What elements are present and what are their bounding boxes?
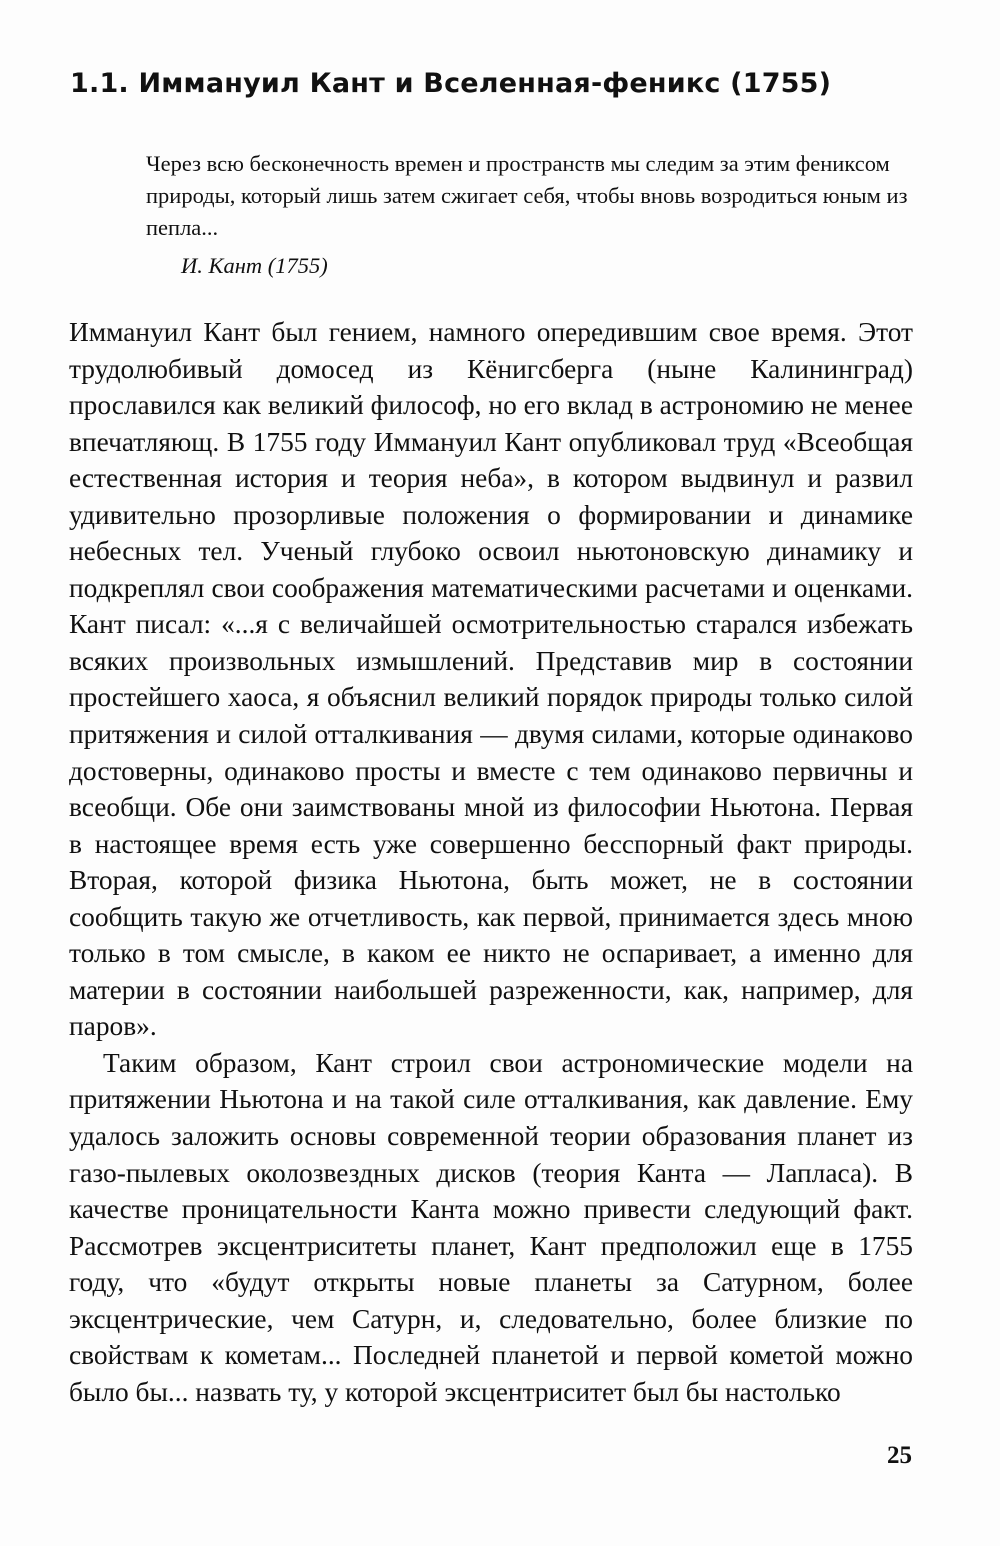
- epigraph-quote: Через всю бесконечность времен и пространств мы следим за этим фениксом природы, который лишь затем сжигает себя, чтобы вновь возродиться юным из пепла...: [146, 151, 908, 240]
- section-heading: 1.1. Иммануил Кант и Вселенная-феникс (1755): [70, 68, 832, 99]
- epigraph: [146, 148, 922, 282]
- body-paragraph-2: Таким образом, Кант строил свои астрономические модели на притяжении Ньютона и на такой силе отталкивания, как давление. Ему удалось заложить основы современной теории образования планет из газо-пылевых околозвездных дисков (теория Канта — Лапласа). В качестве проницательности Канта можно привести следующий факт. Рассмотрев эксцентриситеты планет, Кант предположил еще в 1755 году, что «будут открыты новые планеты за Сатурном, более эксцентрические, чем Сатурн, и, следовательно, более близкие по свойствам к кометам... Последней планетой и первой кометой можно было бы... назвать ту, у которой эксцентриситет был бы настолько: [69, 1047, 913, 1407]
- body-paragraph-1: Иммануил Кант был гением, намного опередившим свое время. Этот трудолюбивый домосед из Кёнигсберга (ныне Калининград) прославился как великий философ, но его вклад в астрономию не менее впечатляющ. В 1755 году Иммануил Кант опубликовал труд «Всеобщая естественная история и теория неба», в котором выдвинул и развил удивительно прозорливые положения о формировании и динамике небесных тел. Ученый глубоко освоил ньютоновскую динамику и подкреплял свои соображения математическими расчетами и оценками. Кант писал: «...я с величайшей осмотрительностью старался избежать всяких произвольных измышлений. Представив мир в состоянии простейшего хаоса, я объяснил великий порядок природы только силой притяжения и силой отталкивания — двумя силами, которые одинаково достоверны, одинаково просты и вместе с тем одинаково первичны и всеобщи. Обе они заимствованы мной из философии Ньютона. Первая в настоящее время есть уже совершенно бесспорный факт природы. Вторая, которой физика Ньютона, быть может, не в состоянии сообщить такую же отчетливость, как первой, принимается здесь мною только в том смысле, в каком ее никто не оспаривает, а именно для материи в состоянии наибольшей разреженности, как, например, для паров».: [69, 317, 913, 1042]
- page-number: 25: [887, 1442, 912, 1469]
- main-text: [69, 314, 913, 1410]
- epigraph-author: И. Кант (1755): [181, 253, 328, 278]
